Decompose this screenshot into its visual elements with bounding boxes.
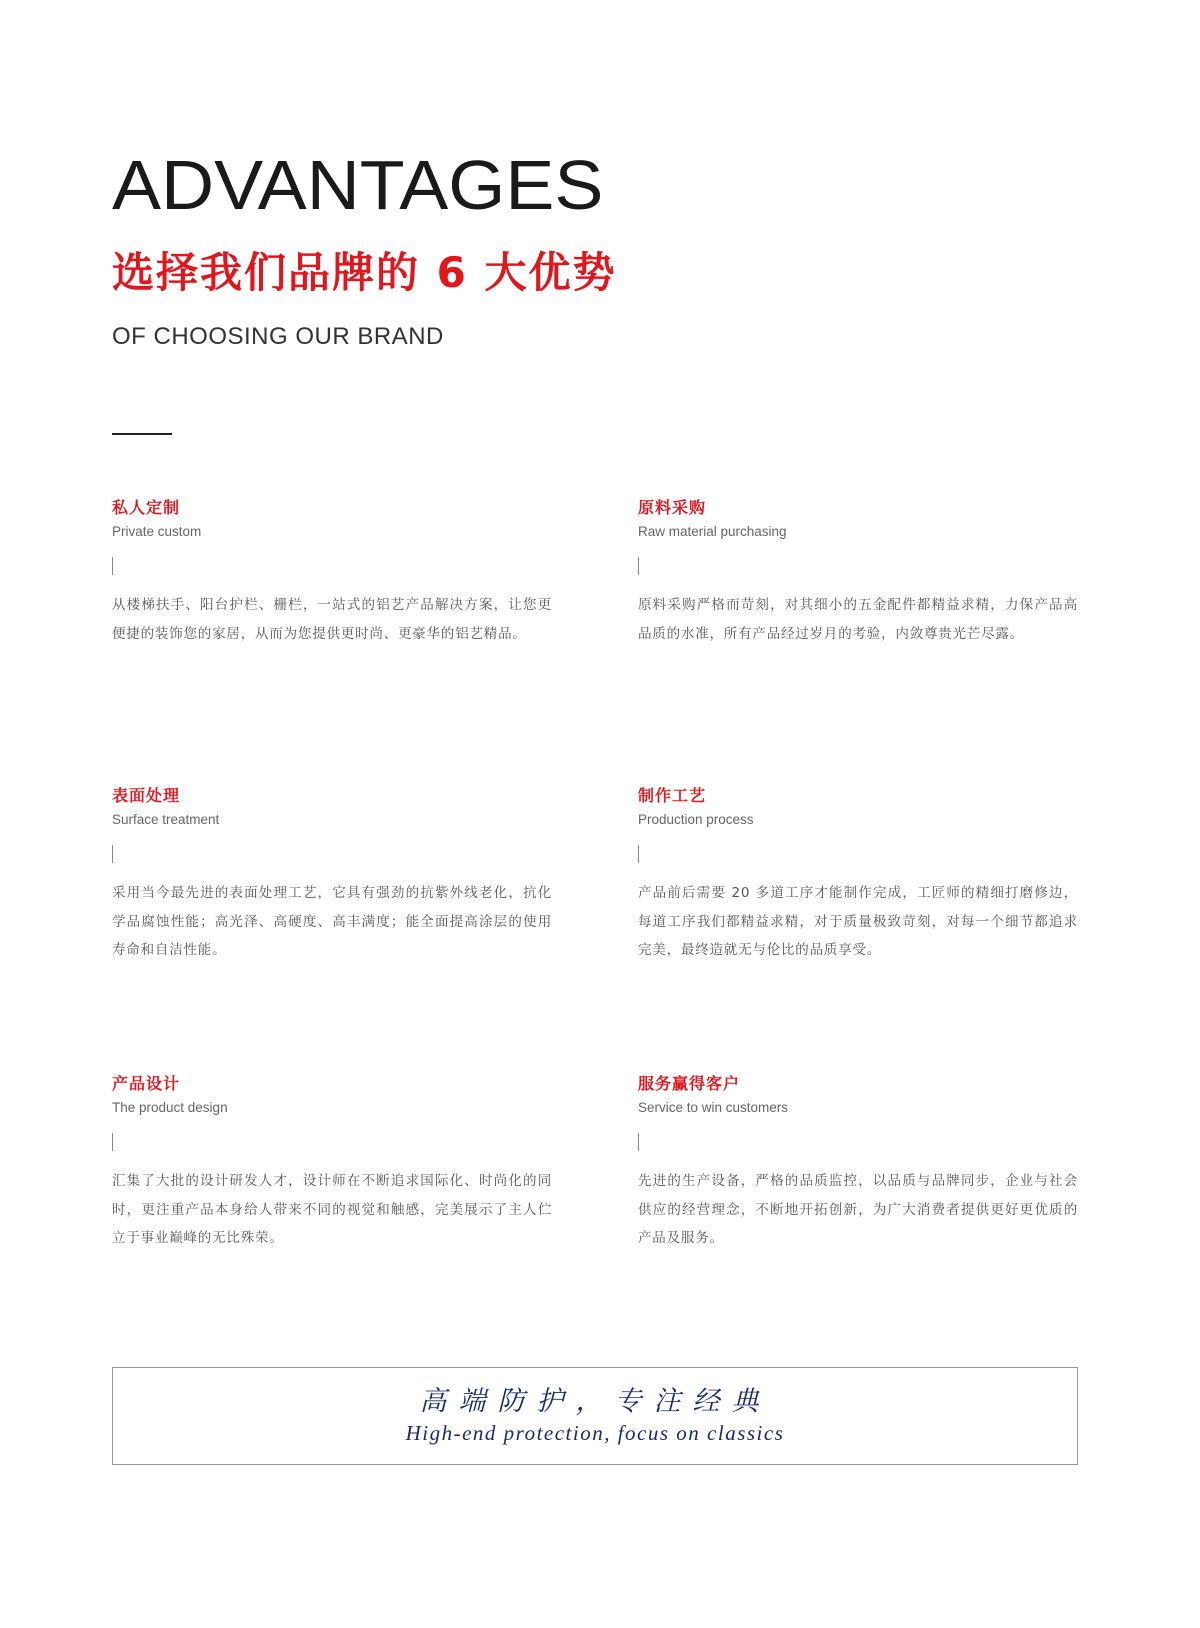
feature-title-en: Raw material purchasing	[638, 524, 787, 539]
feature-title-en: Private custom	[112, 524, 202, 539]
feature-title-en: The product design	[112, 1100, 228, 1115]
feature-bar	[112, 1133, 113, 1151]
feature-title-cn: 原料采购	[638, 498, 707, 517]
feature-title-en: Production process	[638, 812, 754, 827]
page-title-cn: 选择我们品牌的 6 大优势	[112, 248, 617, 297]
slogan-en: High-end protection, focus on classics	[405, 1421, 785, 1445]
page-title-en: ADVANTAGES	[112, 146, 604, 224]
feature-title-en: Surface treatment	[112, 812, 220, 827]
feature-description: 原料采购严格而苛刻，对其细小的五金配件都精益求精，力保产品高品质的水准，所有产品经过岁月的考验，内敛尊贵光芒尽露。	[638, 597, 1078, 642]
feature-service-customers	[638, 1073, 1078, 1253]
feature-description: 采用当今最先进的表面处理工艺，它具有强劲的抗紫外线老化，抗化学品腐蚀性能；高光泽、高硬度、高丰满度；能全面提高涂层的使用寿命和自洁性能。	[112, 885, 552, 958]
feature-title-cn: 制作工艺	[638, 786, 707, 805]
feature-product-design	[112, 1073, 552, 1253]
feature-bar	[638, 1133, 639, 1151]
feature-bar	[638, 845, 639, 863]
slogan-box	[112, 1367, 1078, 1465]
feature-description: 汇集了大批的设计研发人才，设计师在不断追求国际化、时尚化的同时，更注重产品本身给人带来不同的视觉和触感，完美展示了主人伫立于事业巅峰的无比殊荣。	[112, 1173, 552, 1246]
feature-description: 先进的生产设备，严格的品质监控，以品质与品牌同步，企业与社会供应的经营理念，不断地开拓创新，为广大消费者提供更好更优质的产品及服务。	[638, 1173, 1078, 1246]
feature-description: 产品前后需要 20 多道工序才能制作完成，工匠师的精细打磨修边，每道工序我们都精益求精，对于质量极致苛刻，对每一个细节都追求完美，最终造就无与伦比的品质享受。	[638, 885, 1078, 958]
feature-bar	[112, 557, 113, 575]
feature-title-en: Service to win customers	[638, 1100, 789, 1115]
feature-title-cn: 私人定制	[112, 498, 181, 517]
slogan-cn: 高端防护，专注经典	[419, 1386, 771, 1417]
feature-title-cn: 服务赢得客户	[638, 1074, 741, 1093]
feature-title-cn: 表面处理	[112, 786, 181, 805]
feature-surface-treatment	[112, 785, 552, 965]
feature-bar	[638, 557, 639, 575]
feature-production-process	[638, 785, 1078, 965]
header-divider	[112, 433, 172, 435]
feature-raw-material	[638, 497, 1078, 648]
feature-private-custom	[112, 497, 552, 648]
feature-title-cn: 产品设计	[112, 1074, 181, 1093]
feature-description: 从楼梯扶手、阳台护栏、栅栏，一站式的铝艺产品解决方案，让您更便捷的装饰您的家居，从而为您提供更时尚、更豪华的铝艺精品。	[112, 597, 552, 642]
feature-bar	[112, 845, 113, 863]
page-subtitle-en: OF CHOOSING OUR BRAND	[112, 323, 444, 350]
